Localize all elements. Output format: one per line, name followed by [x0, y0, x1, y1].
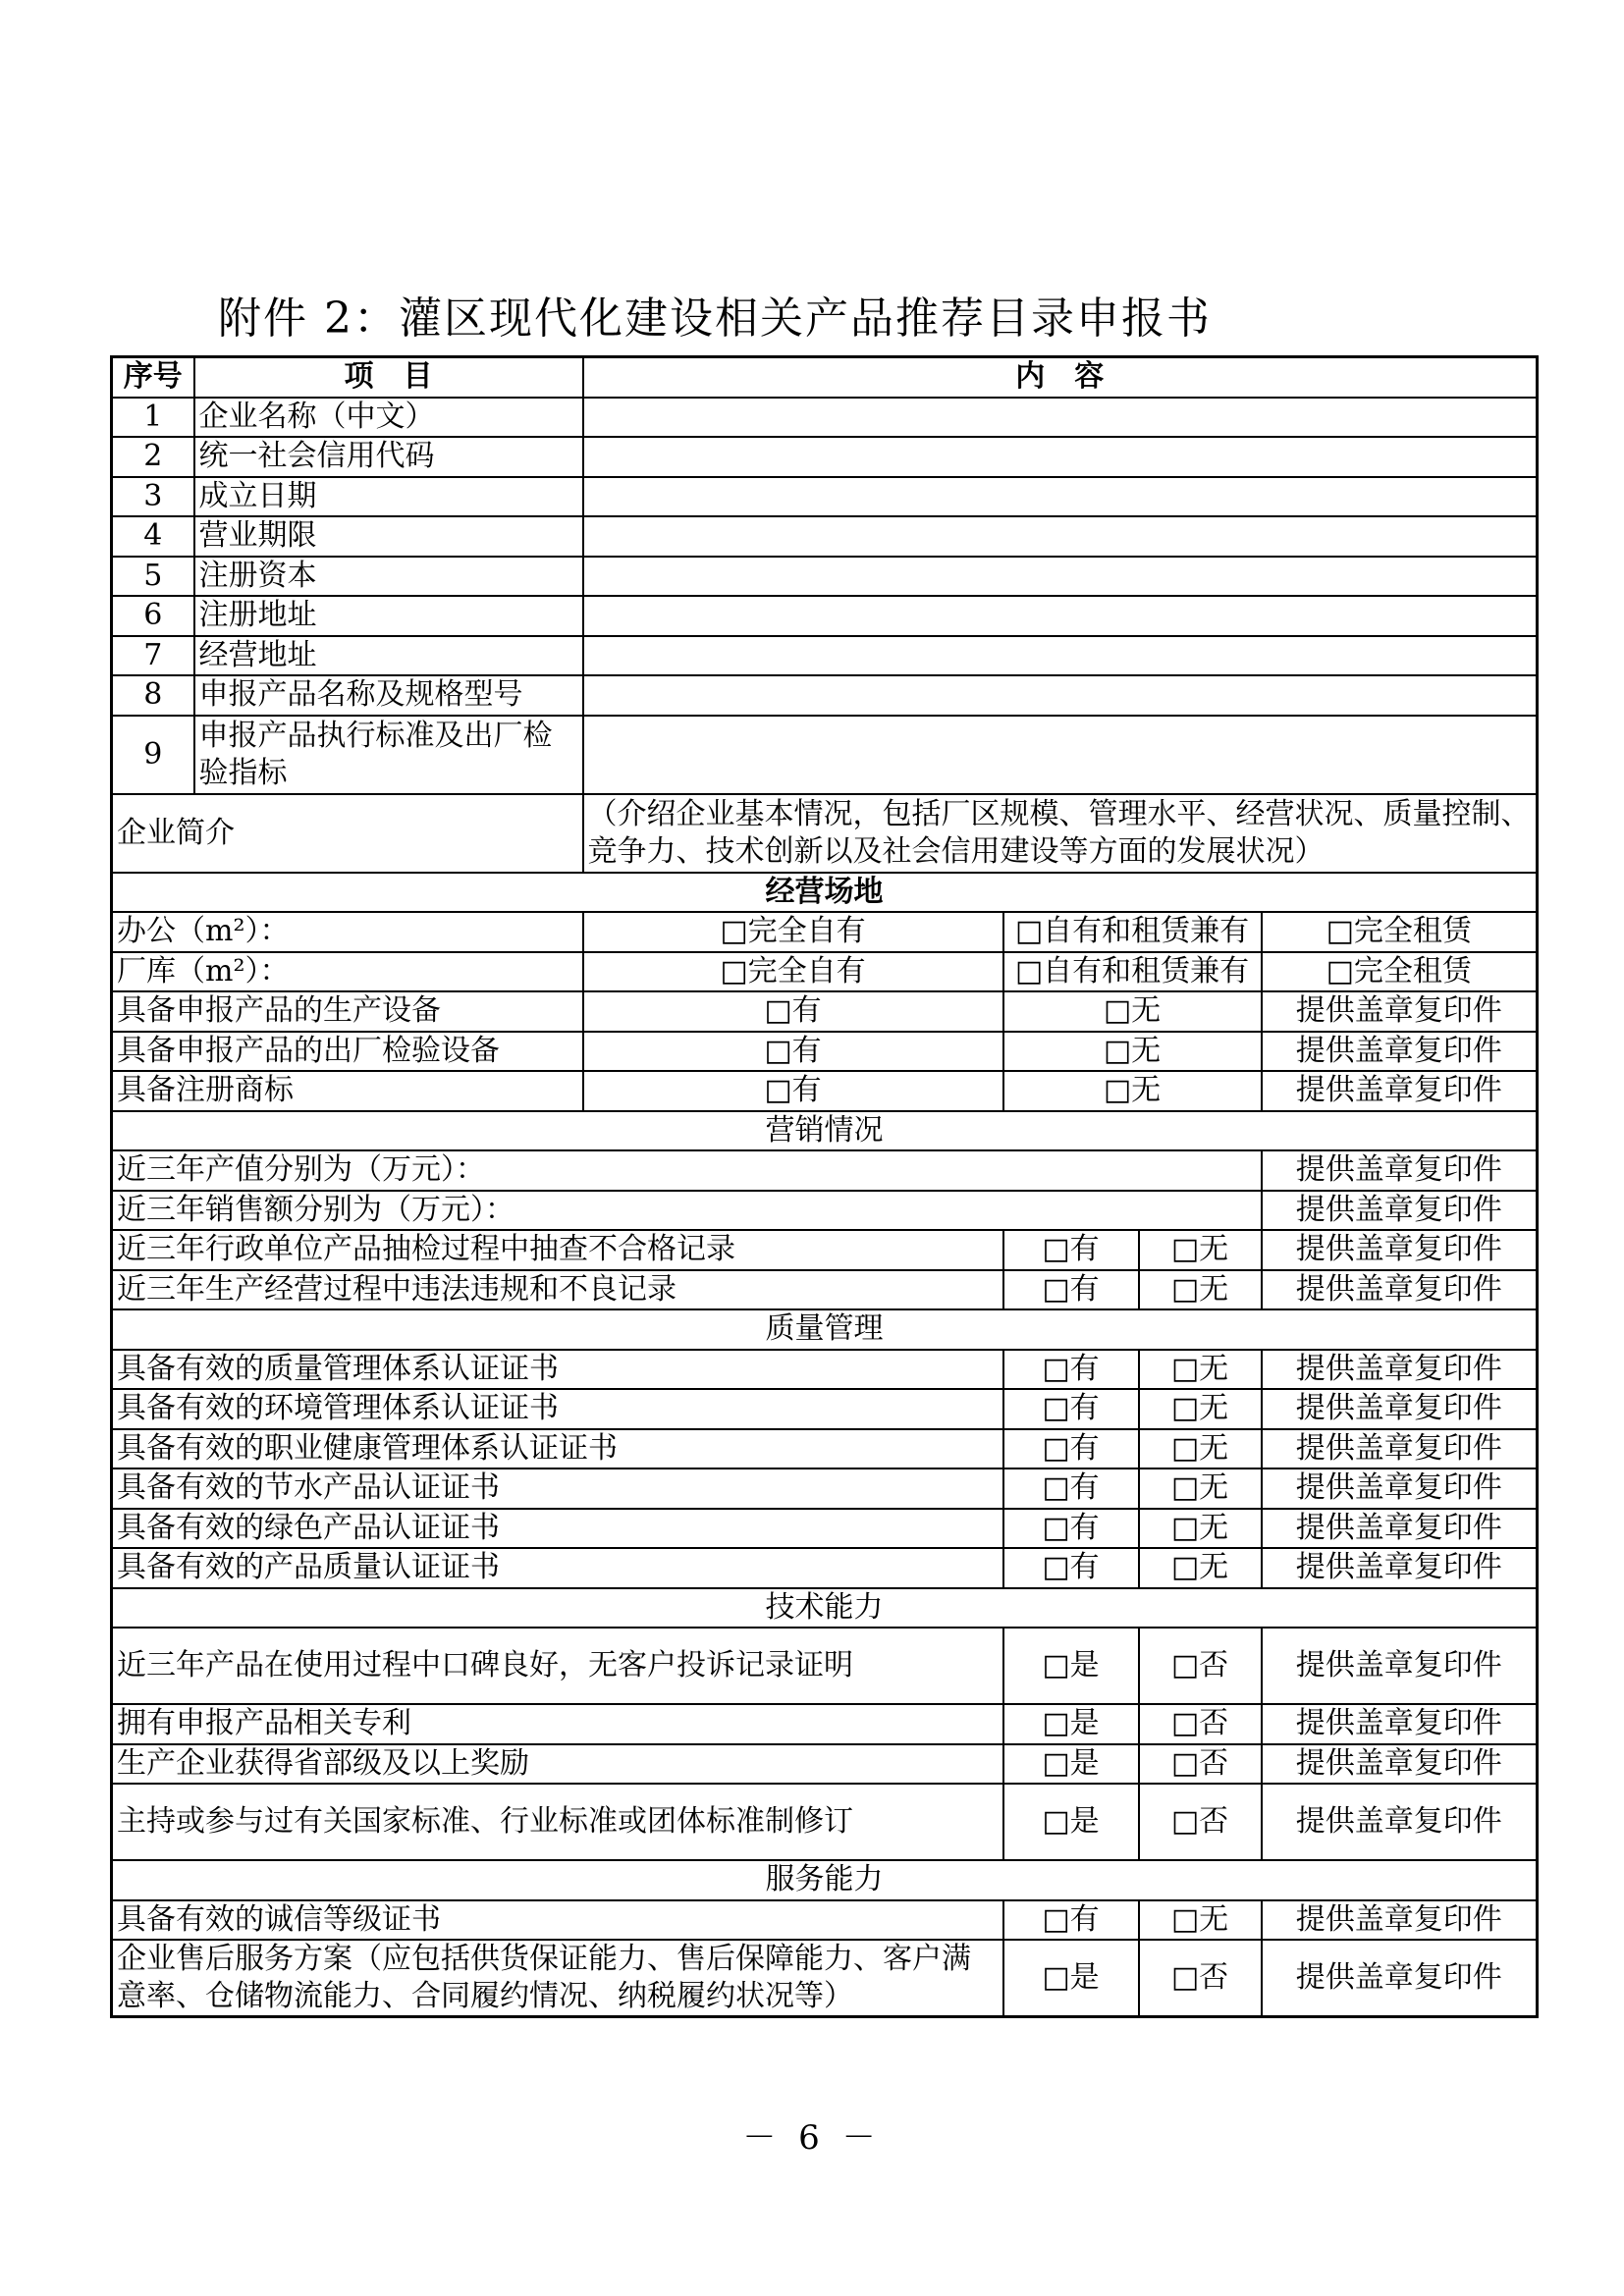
tech-row	[112, 1628, 1538, 1704]
service-label: 企业售后服务方案（应包括供货保证能力、售后保障能力、客户满意率、仓储物流能力、合同履约情况、纳税履约状况等）	[112, 1940, 1003, 2017]
row-label: 营业期限	[194, 516, 583, 557]
row-number: 3	[112, 477, 194, 517]
copy-note: 提供盖章复印件	[1262, 1468, 1538, 1509]
no-checkbox[interactable]: □无	[1139, 1230, 1262, 1270]
row-value-field[interactable]	[583, 516, 1538, 557]
site-equipment-row	[112, 1071, 1538, 1111]
no-checkbox[interactable]: □无	[1139, 1509, 1262, 1549]
service-label: 具备有效的诚信等级证书	[112, 1900, 1003, 1941]
yes-checkbox[interactable]: □有	[1003, 1230, 1139, 1270]
yes-checkbox[interactable]: □有	[583, 991, 1003, 1032]
no-checkbox[interactable]: □无	[1139, 1548, 1262, 1588]
section-title-tech: 技术能力	[112, 1588, 1538, 1629]
quality-row	[112, 1548, 1538, 1588]
yes-checkbox[interactable]: □是	[1003, 1784, 1139, 1860]
copy-note: 提供盖章复印件	[1262, 1744, 1538, 1785]
service-row	[112, 1940, 1538, 2017]
row-number: 7	[112, 636, 194, 676]
copy-note: 提供盖章复印件	[1262, 1350, 1538, 1390]
section-row	[112, 1588, 1538, 1629]
copy-note: 提供盖章复印件	[1262, 1429, 1538, 1469]
no-checkbox[interactable]: □无	[1003, 1032, 1262, 1072]
copy-note: 提供盖章复印件	[1262, 1230, 1538, 1270]
no-checkbox[interactable]: □无	[1139, 1389, 1262, 1429]
header-row	[112, 357, 1538, 398]
row-value-field[interactable]	[583, 596, 1538, 636]
basic-info-row	[112, 398, 1538, 438]
row-label: 统一社会信用代码	[194, 437, 583, 477]
header-content: 内 容	[583, 357, 1538, 398]
header-item: 项 目	[194, 357, 583, 398]
copy-note: 提供盖章复印件	[1262, 1940, 1538, 2017]
basic-info-row	[112, 675, 1538, 716]
section-row	[112, 873, 1538, 913]
yes-checkbox[interactable]: □是	[1003, 1940, 1139, 2017]
tech-row	[112, 1784, 1538, 1860]
row-label: 申报产品名称及规格型号	[194, 675, 583, 716]
tech-label: 生产企业获得省部级及以上奖励	[112, 1744, 1003, 1785]
quality-row	[112, 1468, 1538, 1509]
row-label: 成立日期	[194, 477, 583, 517]
copy-note: 提供盖章复印件	[1262, 991, 1538, 1032]
row-label: 企业名称（中文）	[194, 398, 583, 438]
section-title-sales: 营销情况	[112, 1111, 1538, 1151]
basic-info-row	[112, 437, 1538, 477]
copy-note: 提供盖章复印件	[1262, 1509, 1538, 1549]
basic-info-row	[112, 716, 1538, 794]
quality-row	[112, 1429, 1538, 1469]
yes-checkbox[interactable]: □是	[1003, 1744, 1139, 1785]
no-checkbox[interactable]: □否	[1139, 1784, 1262, 1860]
no-checkbox[interactable]: □否	[1139, 1940, 1262, 2017]
mixed-checkbox[interactable]: □自有和租赁兼有	[1003, 952, 1262, 992]
equipment-label: 具备申报产品的出厂检验设备	[112, 1032, 583, 1072]
sales-check-label: 近三年生产经营过程中违法违规和不良记录	[112, 1270, 1003, 1310]
rent-checkbox[interactable]: □完全租赁	[1262, 912, 1538, 952]
equipment-label: 具备申报产品的生产设备	[112, 991, 583, 1032]
quality-label: 具备有效的绿色产品认证证书	[112, 1509, 1003, 1549]
service-row	[112, 1900, 1538, 1941]
section-row	[112, 1860, 1538, 1900]
no-checkbox[interactable]: □无	[1139, 1468, 1262, 1509]
basic-info-row	[112, 477, 1538, 517]
profile-label: 企业简介	[112, 794, 583, 873]
quality-row	[112, 1350, 1538, 1390]
no-checkbox[interactable]: □无	[1003, 1071, 1262, 1111]
row-number: 9	[112, 716, 194, 794]
copy-note: 提供盖章复印件	[1262, 1150, 1538, 1191]
copy-note: 提供盖章复印件	[1262, 1900, 1538, 1941]
copy-note: 提供盖章复印件	[1262, 1628, 1538, 1704]
copy-note: 提供盖章复印件	[1262, 1032, 1538, 1072]
tech-row	[112, 1704, 1538, 1744]
row-number: 8	[112, 675, 194, 716]
yes-checkbox[interactable]: □有	[1003, 1468, 1139, 1509]
tech-label: 主持或参与过有关国家标准、行业标准或团体标准制修订	[112, 1784, 1003, 1860]
quality-label: 具备有效的环境管理体系认证证书	[112, 1389, 1003, 1429]
profile-hint[interactable]: （介绍企业基本情况，包括厂区规模、管理水平、经营状况、质量控制、竞争力、技术创新以及社会信用建设等方面的发展状况）	[583, 794, 1538, 873]
yes-checkbox[interactable]: □有	[1003, 1509, 1139, 1549]
no-checkbox[interactable]: □无	[1139, 1270, 1262, 1310]
row-label: 注册地址	[194, 596, 583, 636]
quality-label: 具备有效的产品质量认证证书	[112, 1548, 1003, 1588]
yes-checkbox[interactable]: □是	[1003, 1704, 1139, 1744]
quality-label: 具备有效的职业健康管理体系认证证书	[112, 1429, 1003, 1469]
basic-info-row	[112, 516, 1538, 557]
equipment-label: 具备注册商标	[112, 1071, 583, 1111]
area-label: 办公（m²）：	[112, 912, 583, 952]
section-row	[112, 1309, 1538, 1350]
rent-checkbox[interactable]: □完全租赁	[1262, 952, 1538, 992]
copy-note: 提供盖章复印件	[1262, 1784, 1538, 1860]
yes-checkbox[interactable]: □是	[1003, 1628, 1139, 1704]
yes-checkbox[interactable]: □有	[1003, 1429, 1139, 1469]
row-label: 经营地址	[194, 636, 583, 676]
copy-note: 提供盖章复印件	[1262, 1071, 1538, 1111]
tech-label: 近三年产品在使用过程中口碑良好，无客户投诉记录证明	[112, 1628, 1003, 1704]
copy-note: 提供盖章复印件	[1262, 1389, 1538, 1429]
row-number: 2	[112, 437, 194, 477]
copy-note: 提供盖章复印件	[1262, 1191, 1538, 1231]
no-checkbox[interactable]: □无	[1139, 1900, 1262, 1941]
sales-check-label: 近三年行政单位产品抽检过程中抽查不合格记录	[112, 1230, 1003, 1270]
quality-label: 具备有效的节水产品认证证书	[112, 1468, 1003, 1509]
section-title-site: 经营场地	[112, 873, 1538, 913]
site-area-row	[112, 912, 1538, 952]
row-value-field[interactable]	[583, 636, 1538, 676]
own-checkbox[interactable]: □完全自有	[583, 952, 1003, 992]
sales-check-row	[112, 1230, 1538, 1270]
quality-row	[112, 1509, 1538, 1549]
yes-checkbox[interactable]: □有	[1003, 1270, 1139, 1310]
sales-check-row	[112, 1270, 1538, 1310]
sales-value-label[interactable]: 近三年销售额分别为（万元）：	[112, 1191, 1262, 1231]
section-row	[112, 1111, 1538, 1151]
page-number: － 6 －	[742, 2118, 882, 2158]
document-title: 附件 2：灌区现代化建设相关产品推荐目录申报书	[218, 294, 1212, 344]
no-checkbox[interactable]: □否	[1139, 1628, 1262, 1704]
yes-checkbox[interactable]: □有	[1003, 1548, 1139, 1588]
row-label: 申报产品执行标准及出厂检验指标	[194, 716, 583, 794]
copy-note: 提供盖章复印件	[1262, 1270, 1538, 1310]
site-equipment-row	[112, 991, 1538, 1032]
row-value-field[interactable]	[583, 398, 1538, 438]
sales-value-label[interactable]: 近三年产值分别为（万元）：	[112, 1150, 1262, 1191]
row-number: 5	[112, 557, 194, 597]
own-checkbox[interactable]: □完全自有	[583, 912, 1003, 952]
tech-row	[112, 1744, 1538, 1785]
yes-checkbox[interactable]: □有	[583, 1032, 1003, 1072]
row-number: 1	[112, 398, 194, 438]
row-number: 6	[112, 596, 194, 636]
row-label: 注册资本	[194, 557, 583, 597]
yes-checkbox[interactable]: □有	[1003, 1350, 1139, 1390]
basic-info-row	[112, 557, 1538, 597]
site-equipment-row	[112, 1032, 1538, 1072]
basic-info-row	[112, 636, 1538, 676]
copy-note: 提供盖章复印件	[1262, 1704, 1538, 1744]
header-no: 序号	[112, 357, 194, 398]
mixed-checkbox[interactable]: □自有和租赁兼有	[1003, 912, 1262, 952]
no-checkbox[interactable]: □无	[1139, 1429, 1262, 1469]
basic-info-row	[112, 596, 1538, 636]
row-number: 4	[112, 516, 194, 557]
yes-checkbox[interactable]: □有	[1003, 1900, 1139, 1941]
row-value-field[interactable]	[583, 557, 1538, 597]
section-title-quality: 质量管理	[112, 1309, 1538, 1350]
area-label: 厂库（m²）：	[112, 952, 583, 992]
sales-value-row	[112, 1191, 1538, 1231]
no-checkbox[interactable]: □否	[1139, 1744, 1262, 1785]
no-checkbox[interactable]: □无	[1003, 991, 1262, 1032]
no-checkbox[interactable]: □无	[1139, 1350, 1262, 1390]
row-value-field[interactable]	[583, 716, 1538, 794]
row-value-field[interactable]	[583, 437, 1538, 477]
tech-label: 拥有申报产品相关专利	[112, 1704, 1003, 1744]
yes-checkbox[interactable]: □有	[1003, 1389, 1139, 1429]
quality-row	[112, 1389, 1538, 1429]
site-area-row	[112, 952, 1538, 992]
yes-checkbox[interactable]: □有	[583, 1071, 1003, 1111]
application-form-table	[110, 355, 1539, 2018]
company-profile-row	[112, 794, 1538, 873]
row-value-field[interactable]	[583, 477, 1538, 517]
copy-note: 提供盖章复印件	[1262, 1548, 1538, 1588]
row-value-field[interactable]	[583, 675, 1538, 716]
quality-label: 具备有效的质量管理体系认证证书	[112, 1350, 1003, 1390]
no-checkbox[interactable]: □否	[1139, 1704, 1262, 1744]
section-title-service: 服务能力	[112, 1860, 1538, 1900]
sales-value-row	[112, 1150, 1538, 1191]
